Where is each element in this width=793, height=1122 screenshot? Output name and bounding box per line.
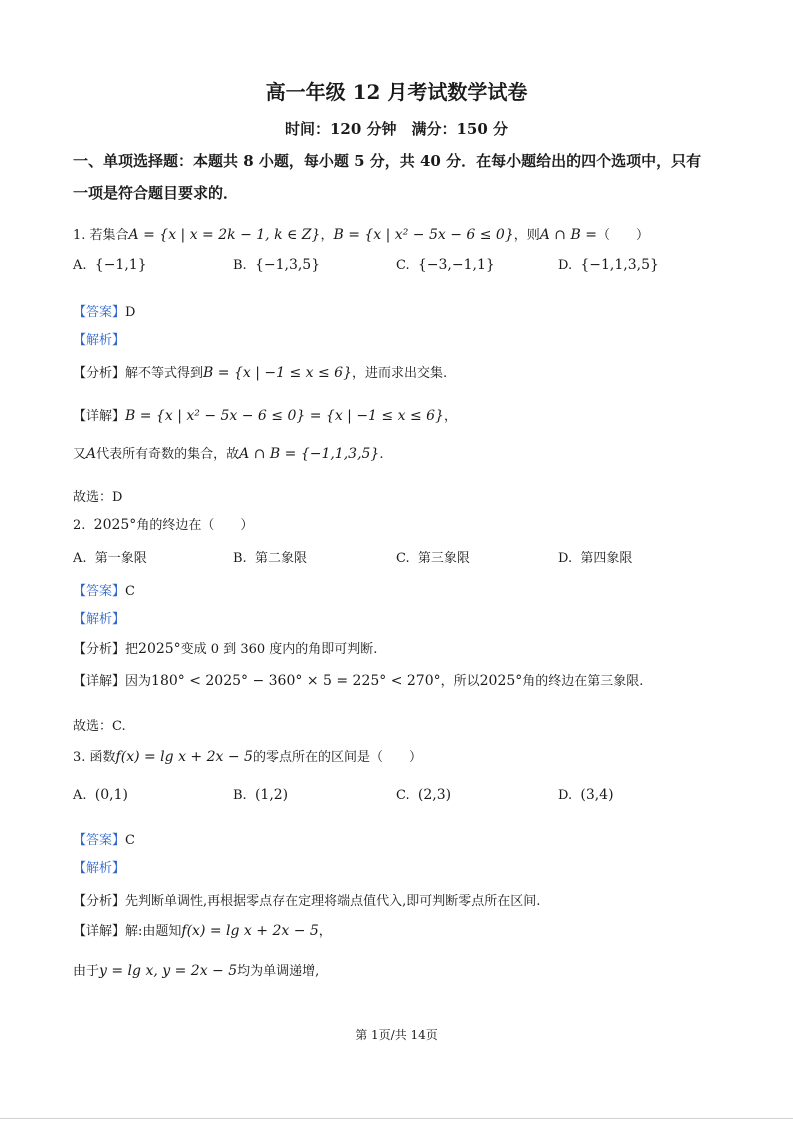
option-letter: B.: [233, 551, 247, 566]
page-title: 高一年级 12 月考试数学试卷: [265, 80, 528, 104]
option-value: (1,2): [254, 787, 289, 803]
analysis-label: 【解析】: [73, 333, 126, 348]
question-3-text: 的零点所在的区间是（ ）: [252, 750, 422, 765]
question-2-detail: [73, 670, 643, 689]
detail-text-end: 均为单调递增,: [237, 964, 320, 979]
detail-text-end: .: [379, 447, 384, 462]
fenxi-text-end: 变成 0 到 360 度内的角即可判断.: [180, 642, 378, 657]
question-3-function: f(x) = lg x + 2x − 5: [115, 749, 253, 765]
question-1-option-b[interactable]: [233, 257, 320, 273]
option-letter: A.: [73, 788, 87, 803]
answer-value: C: [125, 584, 135, 599]
fenxi-text-end: ，进而求出交集.: [351, 366, 448, 381]
question-2-conclusion: 故选：C.: [73, 719, 126, 734]
question-1-detail-line2: [73, 443, 383, 462]
option-letter: C.: [396, 788, 410, 803]
detail-angle: 2025°: [479, 673, 523, 689]
detail-math: 180° < 2025° − 360° × 5 = 225° < 270°: [151, 673, 441, 689]
option-value: 第四象限: [580, 551, 633, 566]
fenxi-text: 先判断单调性,再根据零点存在定理将端点值代入,即可判断零点所在区间.: [125, 894, 541, 909]
option-letter: D.: [558, 258, 573, 273]
option-letter: A.: [73, 551, 87, 566]
option-letter: D.: [558, 551, 573, 566]
question-2-option-d[interactable]: [558, 547, 632, 566]
option-letter: A.: [73, 258, 87, 273]
section-heading-line1: 一、单项选择题：本题共 8 小题，每小题 5 分，共 40 分．在每小题给出的四个选项中，只有: [73, 152, 702, 170]
detail-text: 又: [73, 447, 87, 462]
question-1-answer: [73, 301, 135, 320]
question-1-prefix: 1. 若集合: [73, 228, 129, 243]
option-value: {−3,−1,1}: [417, 257, 495, 273]
detail-text: 由于: [73, 964, 100, 979]
question-1-option-c[interactable]: [396, 257, 495, 273]
question-2-text: 角的终边在（ ）: [136, 518, 254, 533]
answer-label: 【答案】: [73, 305, 126, 320]
question-2-stem: [73, 514, 253, 533]
option-letter: B.: [233, 788, 247, 803]
fenxi-label: 【分析】: [73, 894, 126, 909]
question-1-analysis-label: [73, 329, 125, 348]
analysis-label: 【解析】: [73, 612, 126, 627]
question-2-answer: [73, 580, 135, 599]
question-2-option-c[interactable]: [396, 547, 470, 566]
question-2-fenxi: [73, 638, 377, 657]
option-letter: C.: [396, 258, 410, 273]
detail-label: 【详解】: [73, 409, 126, 424]
detail-text-end: ，: [318, 924, 332, 939]
option-letter: D.: [558, 788, 573, 803]
question-1-set-b: B = {x | x² − 5x − 6 ≤ 0}: [333, 227, 514, 243]
fenxi-label: 【分析】: [73, 366, 126, 381]
question-3-answer: [73, 829, 135, 848]
option-value: 第二象限: [254, 551, 307, 566]
question-1-then: ，则: [513, 228, 540, 243]
option-value: 第三象限: [417, 551, 470, 566]
question-1-option-a[interactable]: [73, 257, 147, 273]
option-value: (0,1): [94, 787, 128, 803]
section-heading-line2: 一项是符合题目要求的．: [73, 184, 239, 202]
answer-label: 【答案】: [73, 833, 126, 848]
detail-math: f(x) = lg x + 2x − 5: [181, 923, 319, 939]
question-1-option-d[interactable]: [558, 257, 659, 273]
question-2-analysis-label: [73, 608, 125, 627]
option-value: {−1,3,5}: [254, 257, 321, 273]
question-2-option-a[interactable]: [73, 547, 147, 566]
detail-text: 解:由题知: [125, 924, 182, 939]
question-3-option-c[interactable]: [396, 787, 451, 803]
question-1-blank: （ ）: [596, 228, 649, 243]
exam-info: 时间：120 分钟 满分：150 分: [284, 120, 509, 138]
question-3-stem: [73, 746, 422, 765]
question-3-analysis-label: [73, 857, 125, 876]
detail-math-a: A: [86, 446, 97, 462]
detail-label: 【详解】: [73, 674, 126, 689]
answer-value: D: [125, 305, 136, 320]
option-value: {−1,1}: [94, 257, 147, 273]
option-value: 第一象限: [94, 551, 147, 566]
detail-text-end: ，: [443, 409, 457, 424]
question-1-detail: [73, 405, 457, 424]
fenxi-text: 解不等式得到: [125, 366, 204, 381]
option-value: (2,3): [417, 787, 452, 803]
page-number: 第 1页/共 14页: [355, 1028, 438, 1042]
question-1-set-a: A = {x | x = 2k − 1, k ∈ Z}: [128, 227, 321, 243]
option-value: {−1,1,3,5}: [580, 257, 659, 273]
fenxi-label: 【分析】: [73, 642, 126, 657]
bottom-divider: [0, 1118, 793, 1119]
fenxi-text: 把: [125, 642, 139, 657]
option-letter: C.: [396, 551, 410, 566]
detail-text-mid: ，所以: [440, 674, 480, 689]
question-3-fenxi: [73, 890, 540, 909]
detail-text-mid: 代表所有奇数的集合，故: [96, 447, 240, 462]
question-1-fenxi: [73, 362, 447, 381]
question-3-option-a[interactable]: [73, 787, 128, 803]
answer-label: 【答案】: [73, 584, 126, 599]
detail-text: 因为: [125, 674, 152, 689]
question-2-prefix: 2.: [73, 518, 86, 533]
fenxi-math: B = {x | −1 ≤ x ≤ 6}: [203, 365, 352, 381]
question-1-expr: A ∩ B =: [539, 227, 597, 243]
question-3-detail-line2: [73, 960, 319, 979]
fenxi-angle: 2025°: [138, 641, 181, 657]
question-2-option-b[interactable]: [233, 547, 307, 566]
answer-value: C: [125, 833, 135, 848]
option-letter: B.: [233, 258, 247, 273]
detail-math: y = lg x, y = 2x − 5: [99, 963, 238, 979]
question-1-stem: [73, 224, 649, 243]
question-3-prefix: 3. 函数: [73, 750, 116, 765]
question-2-angle: 2025°: [93, 517, 137, 533]
detail-math: B = {x | x² − 5x − 6 ≤ 0} = {x | −1 ≤ x ≤ 6}: [125, 408, 444, 424]
detail-label: 【详解】: [73, 924, 126, 939]
analysis-label: 【解析】: [73, 861, 126, 876]
question-1-comma: ，: [320, 228, 334, 243]
question-3-detail: [73, 920, 332, 939]
question-3-option-b[interactable]: [233, 787, 288, 803]
option-value: (3,4): [580, 787, 614, 803]
detail-math: A ∩ B = {−1,1,3,5}: [239, 446, 380, 462]
detail-text-end: 角的终边在第三象限.: [522, 674, 644, 689]
question-1-conclusion: 故选：D: [73, 490, 123, 505]
question-3-option-d[interactable]: [558, 787, 614, 803]
